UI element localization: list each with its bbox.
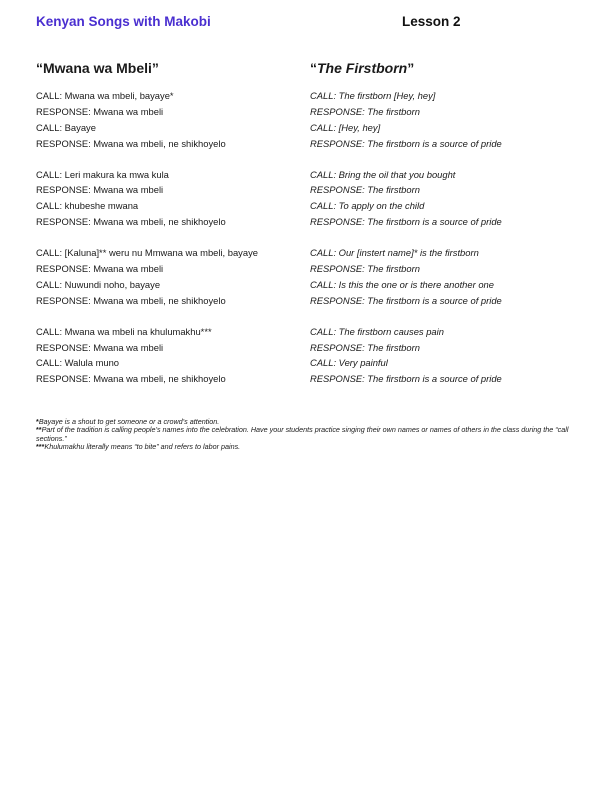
translation-title [310,60,600,76]
lyrics-verse [36,167,326,231]
translation-verse [310,245,600,309]
footnote-text: Khulumakhu literally means “to bite” and refers to labor pains. [44,441,241,451]
series-title: Kenyan Songs with Makobi [36,14,211,29]
footnote-marker: ** [36,425,42,435]
translation-line: RESPONSE: The firstborn [310,184,420,196]
translation-verse [310,324,600,388]
lyric-line: CALL: Nuwundi noho, bayaye [36,278,161,290]
translation-line: CALL: [Hey, hey] [310,121,381,133]
lyric-line: RESPONSE: Mwana wa mbeli, ne shikhoyelo [36,137,226,149]
lyrics-verse [36,324,326,388]
translation-line: CALL: Bring the oil that you bought [310,168,456,180]
lyric-line: CALL: khubeshe mwana [36,200,139,212]
footnote-marker: *** [36,441,45,451]
lyric-line: CALL: Mwana wa mbeli, bayaye* [36,90,174,101]
translation-line: RESPONSE: The firstborn is a source of pride [310,216,502,228]
lyric-line: CALL: Mwana wa mbeli na khulumakhu*** [36,325,212,337]
footnote-text: Bayaye is a shout to get someone or a crowd’s attention. [38,417,220,426]
translation-line: CALL: Very painful [310,357,388,369]
translation-column [310,60,600,402]
translation-line: RESPONSE: The firstborn is a source of pride [310,294,502,306]
translation-line: CALL: Our [instert name]* is the firstborn [310,247,479,259]
lyrics-verse [36,88,326,152]
lyric-line: CALL: Leri makura ka mwa kula [36,168,169,180]
lyrics-verse [36,245,326,309]
footnote-text: Part of the tradition is calling people’s names into the celebration. Have your students practice singing their own names or names of others in the class during the “call sections.” [36,425,569,443]
lyric-line: RESPONSE: Mwana wa mbeli [36,105,164,117]
lyric-line: CALL: Bayaye [36,121,96,133]
translation-line: CALL: The firstborn [Hey, hey] [310,90,436,101]
translation-line: RESPONSE: The firstborn [310,341,420,353]
footnote [36,443,581,451]
translation-verse [310,88,600,152]
translation-line: RESPONSE: The firstborn is a source of pride [310,137,502,149]
title-open-quote: “ [310,60,317,76]
title-close-quote: ” [407,60,415,76]
lyric-line: CALL: [Kaluna]** weru nu Mmwana wa mbeli, bayaye [36,247,258,259]
title-text: The Firstborn [317,60,408,76]
footnote-marker: * [36,417,39,426]
lyric-line: RESPONSE: Mwana wa mbeli [36,341,164,353]
original-lyrics-column [36,60,326,402]
translation-line: RESPONSE: The firstborn [310,105,420,117]
translation-line: RESPONSE: The firstborn is a source of pride [310,373,502,385]
footnotes [36,418,581,451]
lesson-label: Lesson 2 [402,14,461,29]
translation-line: CALL: To apply on the child [310,200,425,212]
lyric-line: RESPONSE: Mwana wa mbeli [36,263,164,275]
lyric-line: RESPONSE: Mwana wa mbeli, ne shikhoyelo [36,373,226,385]
translation-line: CALL: The firstborn causes pain [310,325,444,337]
lyric-line: CALL: Walula muno [36,357,120,369]
translation-verse [310,167,600,231]
lyric-line: RESPONSE: Mwana wa mbeli [36,184,164,196]
lyric-line: RESPONSE: Mwana wa mbeli, ne shikhoyelo [36,294,226,306]
footnote [36,426,581,443]
original-song-title: “Mwana wa Mbeli” [36,60,159,76]
translation-line: CALL: Is this the one or is there another one [310,278,494,290]
page-header [36,14,576,34]
lyric-line: RESPONSE: Mwana wa mbeli, ne shikhoyelo [36,216,226,228]
translation-line: RESPONSE: The firstborn [310,263,420,275]
